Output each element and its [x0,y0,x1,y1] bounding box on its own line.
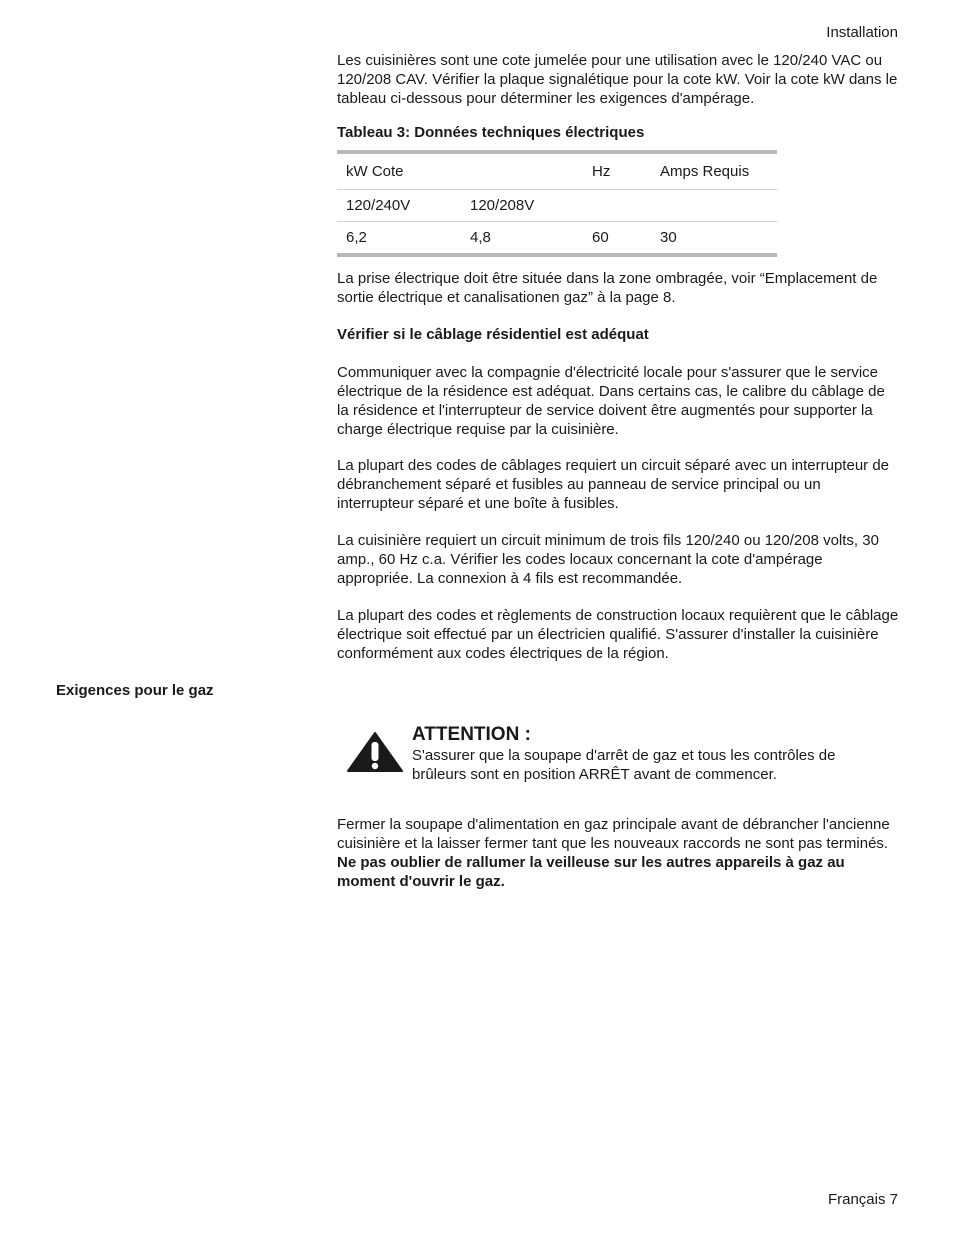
page-footer-number: Français 7 [827,1191,898,1208]
table-cell: 60 [583,222,651,256]
table-cell: 6,2 [337,222,461,256]
warning-title: ATTENTION : [412,724,531,745]
table-cell: kW Cote [337,152,461,190]
table-row [337,152,777,190]
table-cell: 4,8 [461,222,583,256]
table-title: Tableau 3: Données techniques électriques [337,124,645,141]
gas-shutoff-paragraph [337,815,899,891]
warning-triangle-icon [346,731,404,773]
warning-text: S'assurer que la soupape d'arrêt de gaz et tous les contrôles de brûleurs sont en position ARRÊT avant de commencer. [412,747,836,783]
table-cell [651,190,777,222]
table-row [337,190,777,222]
table-cell: Hz [583,152,651,190]
table-cell [583,190,651,222]
table-row [337,222,777,256]
electrical-data-table [337,150,777,257]
intro-paragraph: Les cuisinières sont une cote jumelée pour une utilisation avec le 120/240 VAC ou 120/208 CAV. Vérifier la plaque signalétique pour la cote kW. Voir la cote kW dans le tableau ci-dessous pour déterminer les exigences d'ampérage. [337,52,898,107]
table-cell: 120/208V [461,190,583,222]
outlet-paragraph: La prise électrique doit être située dans la zone ombragée, voir “Emplacement de sortie électrique et canalisationen gaz” à la page 8. [337,270,878,306]
table-cell [461,152,583,190]
wiring-paragraph-2: La plupart des codes de câblages requiert un circuit séparé avec un interrupteur de débranchement séparé et fusibles au panneau de service principal ou un interrupteur séparé et une boîte à fusibles. [337,457,890,512]
table-cell: Amps Requis [651,152,777,190]
wiring-paragraph-4: La plupart des codes et règlements de construction locaux requièrent que le câblage électrique soit effectué par un électricien qualifié. S'assurer d'installer la cuisinière conformément aux codes électriques de la région. [337,607,899,662]
wiring-heading: Vérifier si le câblage résidentiel est adéquat [337,326,649,343]
page-header-section: Installation [826,24,898,41]
gas-requirements-heading: Exigences pour le gaz [56,682,214,699]
wiring-paragraph-1: Communiquer avec la compagnie d'électricité locale pour s'assurer que le service électrique de la résidence est adéquat. Dans certains cas, le calibre du câblage de la résidence et l'interrupteur de service doivent être augmentés pour supporter la charge électrique requise par la cuisinière. [337,364,885,438]
table-cell: 120/240V [337,190,461,222]
gas-paragraph-text: Fermer la soupape d'alimentation en gaz principale avant de débrancher l'ancienne cuisinière et la laisser fermer tant que les nouveaux raccords ne sont pas terminés. [337,816,890,852]
table-cell: 30 [651,222,777,256]
gas-paragraph-bold-note: Ne pas oublier de rallumer la veilleuse sur les autres appareils à gaz au moment d'ouvrir le gaz. [337,854,845,890]
wiring-paragraph-3: La cuisinière requiert un circuit minimum de trois fils 120/240 ou 120/208 volts, 30 amp., 60 Hz c.a. Vérifier les codes locaux concernant la cote d'ampérage appropriée. La connexion à 4 fils est recommandée. [337,532,879,587]
